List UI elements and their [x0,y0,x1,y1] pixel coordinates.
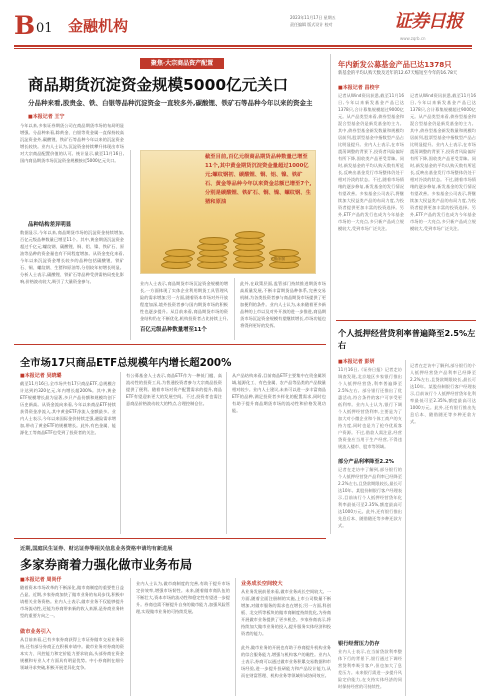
side2-subtitle: 部分产品利率降至2.2% [338,459,394,465]
coin-icon [199,237,229,245]
newspaper-url: www.zqrb.cn [400,36,426,41]
illustration-caption: 截至目前,百亿元级商品期货品种数量已增至11个,其中黄金期货沉淀资金量超过1000亿元;螺纹钢初、碳酸锂、铜、铝、镍、铁矿石、黄金等品种今年以来资金总额已增至7个,分别是碳酸锂、铁矿石、铜、镍、螺纹钢、生猪和原油 [205,154,312,205]
brokers-byline: ■本报记者 周尚伃 [20,577,62,583]
section-divider [336,320,476,321]
lead-body-4: 此外,在政策层面,监管部门持续推进期货市场高质量发展,不断丰富期货品种体系,完善交易机制,为各类投资者参与商品期货市场提供了更加便利的条件。业内人士认为,未来随着更多新品种的上市以及对外开放的进一步推进,商品期货市场沉淀资金规模有望继续增长,市场功能也将得到更好的发挥。 [240,281,326,328]
etf-body-3: 从产品结构来看,目前商品ETF主要集中在贵金属领域,能源化工、有色金属、农产品等品类的产品数量相对较少。业内人士建议,未来可以进一步丰富商品ETF的品种,满足投资者多样化的配置需求,同时也有助于提升商品期货市场的流动性和价格发现功能。 [232,373,326,413]
etf-body-2: 有公募基金人士表示,商品ETF作为一种低门槛、高流动性的投资工具,为普通投资者参与大宗商品投资提供了便利。随着市场对资产配置需求的提升,商品ETF有望迎来更大的发展空间。不过,投资者也需注意商品价格波动较大的特点,合理控制仓位。 [126,373,222,406]
brokers-section-2: 业务成长空间较大 [241,581,283,587]
side1-headline[interactable]: 年内新发公募基金产品已达1378只 [338,60,452,69]
coin-icon [165,249,195,257]
newspaper-logo: 证券日报 [394,11,462,32]
column-divider [235,578,236,696]
side1-byline: ■本报记者 昌校宇 [338,85,380,91]
side2-body-1: 11月16日,《证券日报》记者走访调查发现,北京地区多家银行推出个人抵押经营贷,利率普遍降至2.5%左右。部分银行还推出了优惠活动,符合条件的客户可享受更低利率。业内人士认为,银行下调个人抵押经营贷利率,主要是为了加大对小微企业和个体工商户的支持力度,同时也是为了抢夺优质客户资源。不过,借款人需注意,经营贷资金应当用于生产经营,不得违规流入楼市、股市等领域。 [338,367,402,449]
masthead-rule-thin [14,48,472,49]
lead-kicker: 聚焦·大宗商品资产配置 [140,58,224,69]
brokers-body-4: 从业务发展前景来看,做市业务成长空间较大。一方面,随着全面注册制的实施,上市公司数量不断增加,对做市服务的需求也在增长;另一方面,科创板、北交所等板块的做市商制度持续优化,为券商开展做市业务提供了更多机会。多家券商表示,将持续加大做市业务的投入,提升服务实体经济和投资者的能力。 [241,589,331,636]
masthead [0,0,484,50]
side2-headline[interactable]: 个人抵押经营贷利率普遍降至2.5%左右 [338,328,476,350]
editor-line: 责任编辑 版式设计 校对 [290,22,333,27]
illustration-credit: 王琳/制图 [270,257,286,261]
brokers-kicker: 近期,国庭民生证券、财达证券等相关信息业务资格申请均有新进展 [20,546,173,552]
brokers-body-1: 随着资本市场改革的不断深化,做市商制度的重要性日益凸显。近期,多家券商加快了做市业务的布局步伐,积极申请相关业务资格。业内人士表示,做市业务不仅能够提升市场流动性,还能为券商带来新的收入来源,是券商业务转型的重要方向之一。 [20,585,124,618]
brokers-body-2: 从目前来看,已有多家券商获得上市证券做市交易业务资格,还有部分券商正在积极申请中。做市业务对券商的资本实力、风控能力和定价能力要求较高,头部券商在资金规模和专业人才方面具有明显优势。中小券商则在细分领域寻求突破,积极开展差异化竞争。 [20,637,124,670]
coin-icon [235,231,265,239]
side2-byline: ■本报记者 彭妍 [338,359,375,365]
column-divider [234,278,235,340]
section-divider [14,344,326,345]
lead-body-1: 今年以来,多家证券期货公司在商品期货市场的布局明显增强。分品种来看,除黄金、白银等贵金属一直保持较高沉淀资金外,碳酸锂、铁矿石等品种今年以来的沉淀资金增长较快。业内人士认为,沉淀资金持续攀升体现出市场对大宗商品配置价值的认可。统计显示,截至11月16日,国内商品期货市场沉淀资金规模接近5000亿元关口。 [20,123,124,163]
column-divider [405,360,406,696]
etf-headline[interactable]: 全市场17只商品ETF总规模年内增长超200% [20,357,232,369]
brokers-section-1: 做市业务引入 [20,629,52,635]
lead-headline[interactable]: 商品期货沉淀资金规模5000亿元关口 [28,76,289,94]
page-letter: B [14,11,36,40]
column-divider [226,372,227,534]
side2-body-col2: 记者在走访中了解到,部分银行的个人抵押经营贷产品利率已经降至2.2%左右,且贷款期限较长,最长可达10年。某股份制银行客户经理表示,目前该行个人抵押经营贷年化利率最低可至2.35%,额度最高可达1000万元。此外,还有银行推出先息后本、随借随还等多种还款方式。 [410,363,476,424]
column-divider [130,578,131,696]
lead-subhead: 分品种来看,股贵金、铁、白银等品种沉淀资金一直较多外,碳酸锂、铁矿石等品种今年以来的资金主 [28,99,313,107]
brokers-body-5: 此外,做市业务的开展也有助于券商提升机构业务的综合服务能力,增强与机构客户的黏性。业内人士表示,券商可以通过做市业务积累交易数据和市场经验,进一步提升投研能力和产品设计能力,从而在财富管理、机构业务等领域形成协同效应。 [241,645,331,678]
lead-byline: ■本报记者 王宁 [28,114,65,120]
lead-subtitle-2: 百亿元级品种数量增至11个 [140,327,207,333]
page-number: 01 [36,21,53,36]
side2-subtitle-2: 银行经营压力仍存 [338,641,380,647]
section-title: 金融机构 [68,17,129,35]
side1-body-col2: 记者从Wind资讯获悉,截至11月16日,今年以来新发基金产品已达1378只,合计募集规模超过9000亿元。从产品类型来看,债券型基金和混合型基金仍是新发基金的主力。其中,债券型基金新发数量和规模均居前列,股票型基金中指数型产品占比明显提升。业内人士表示,在市场震荡调整的背景下,投资者风险偏好有所下降,固收类产品更受青睐。同时,新发基金的平均认购天数有所延长,反映出基金发行市场整体仍处于相对冷淡的状态。不过,随着市场情绪的逐步修复,新发基金的发行情况有望改善。多家基金公司表示,将继续加大权益类产品的布局力度,为投资者提供更加丰富的投资选择。另外,ETF产品的发行也成为今年基金市场的一大亮点,多只新产品成立规模较大,受到市场广泛关注。 [410,93,476,231]
issue-date: 2023年11月17日 星期五 [290,15,336,20]
lead-body-2: 数据显示,今年以来,商品期货市场的沉淀资金持续增加,百亿元级品种数量已增至11个。其中,黄金期货沉淀资金超过千亿元;螺纹钢、碳酸锂、铜、铝、镍、铁矿石、原油等品种的资金量也有不同程度增加。从资金变化来看,今年以来沉淀资金增长较多的品种包括碳酸锂、铁矿石、铜、螺纹钢、生猪和原油等,分别较年初增长明显。分析人士表示,碳酸锂、铁矿石等品种受供需格局变化影响,价格波动较大,吸引了大量资金参与。 [20,230,124,284]
side1-subhead: 新基金的平均认购天数及近年的12.67天缩短至今年的16.78天 [338,71,458,76]
column-divider [120,372,121,534]
etf-byline: ■本报记者 吴晓璐 [20,373,62,379]
lead-subtitle-1: 品种结构差异明显 [28,222,72,228]
side2-body-3: 业内人士表示,在当前贷款利率整体下行的背景下,银行通过下调经营贷利率吸引客户,但也加大了息差压力。未来银行需进一步提升风险定价能力,在支持实体经济的同时保持经营的可持续性。 [338,649,402,689]
side1-body-col1: 记者从Wind资讯获悉,截至11月16日,今年以来新发基金产品已达1378只,合计募集规模超过9000亿元。从产品类型来看,债券型基金和混合型基金仍是新发基金的主力。其中,债券型基金新发数量和规模均居前列,股票型基金中指数型产品占比明显提升。业内人士表示,在市场震荡调整的背景下,投资者风险偏好有所下降,固收类产品更受青睐。同时,新发基金的平均认购天数有所延长,反映出基金发行市场整体仍处于相对冷淡的状态。不过,随着市场情绪的逐步修复,新发基金的发行情况有望改善。多家基金公司表示,将继续加大权益类产品的布局力度,为投资者提供更加丰富的投资选择。另外,ETF产品的发行也成为今年基金市场的一大亮点,多只新产品成立规模较大,受到市场广泛关注。 [338,93,404,231]
lead-body-3: 业内人士表示,商品期货市场沉淀资金规模的增长,一方面体现了实体企业利用期货工具管理风险的需求增加;另一方面,随着资本市场对外开放程度加深,境外投资者参与国内期货市场的积极性也逐步提升。从目前来看,商品期货市场的资金结构仍在不断优化,机构投资者占比持续上升, [140,281,228,321]
section-divider [14,538,326,539]
masthead-rule [14,45,472,47]
column-divider [130,150,131,340]
brokers-body-3: 业内人士认为,做市商制度的完善,有助于提升市场定价效率,增强市场韧性。未来,随着做市商队伍的不断壮大,资本市场的流动性和稳定性有望进一步提升。券商也需不断提升自身的做市能力,加强风险管理,实现做市业务的可持续发展。 [136,581,230,614]
side2-body-2: 记者在走访中了解到,部分银行的个人抵押经营贷产品利率已经降至2.2%左右,且贷款期限较长,最长可达10年。某股份制银行客户经理表示,目前该行个人抵押经营贷年化利率最低可至2.35%,额度最高可达1000万元。此外,还有银行推出先息后本、随借随还等多种还款方式。 [338,467,402,528]
column-divider [330,54,331,534]
etf-body-1: 截至11月16日,全市场共有17只商品ETF,总规模合计达到约320亿元,年内增长超200%。其中,黄金ETF规模增长最为显著,多只产品份额和规模均创下历史新高。从资金流向来看,今年以来商品ETF持续获得资金净流入,其中黄金ETF净流入金额最多。业内人士表示,今年以来国际金价持续走强,避险需求增加,带动了黄金ETF的规模增长。此外,有色金属、能源化工等商品ETF也受到了投资者的关注。 [20,381,116,435]
coin-icon [269,249,299,257]
brokers-headline[interactable]: 多家券商着力强化做市业务布局 [20,558,193,572]
